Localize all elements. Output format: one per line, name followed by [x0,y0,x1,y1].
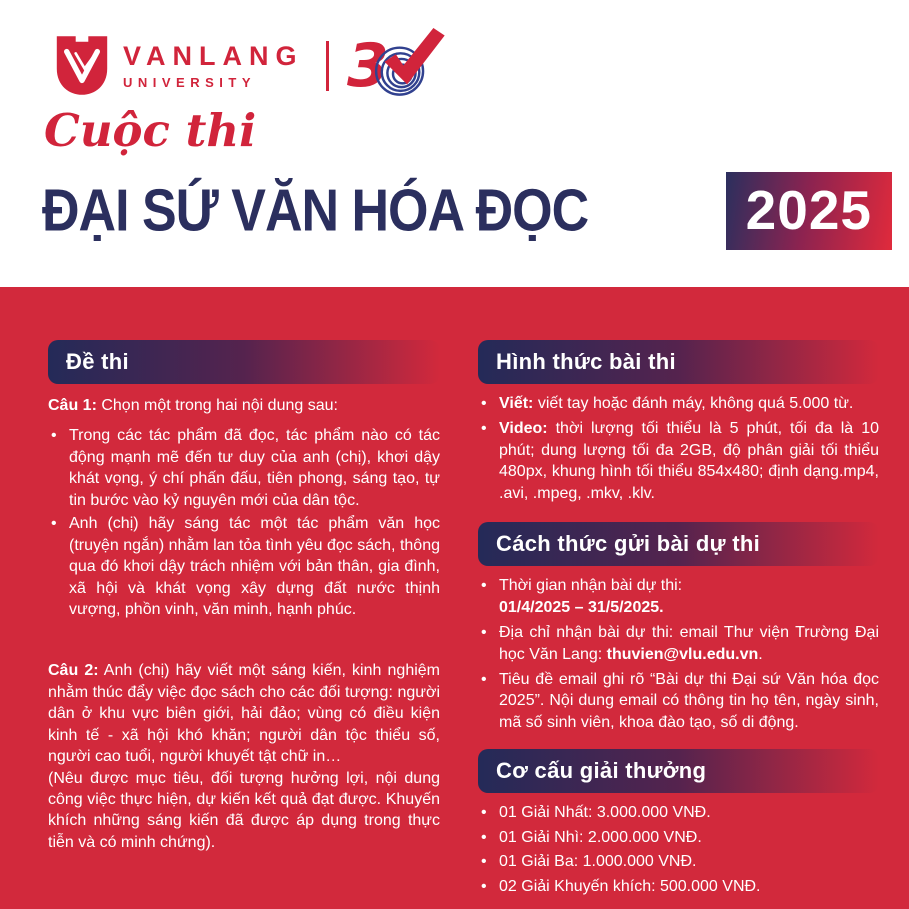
logo-divider [326,41,329,91]
list-item: • Tiêu đề email ghi rõ “Bài dự thi Đại sứ Văn hóa đọc 2025”. Nội dung email có thông tin họ tên, ngày sinh, mã số sinh viên, khoa đào tạo, số di động. [478,669,879,733]
logo-name: VANLANG [123,40,304,71]
question-1-text: Chọn một trong hai nội dung sau: [96,397,338,414]
exam-column [48,340,440,909]
submission-address-suffix: . [758,645,763,663]
question-1-label: Câu 1: [48,397,97,414]
vanlang-shield-icon [55,34,109,98]
question-2-note: (Nêu được mục tiêu, đối tượng hưởng lợi, nội dung công việc thực hiện, dự kiến kết quả đạt được. Khuyến khích những sáng kiến đã được áp dụng trong thực tiễn và có minh chứng). [48,769,440,851]
submission-email: thuvien@vlu.edu.vn [606,645,759,663]
list-item [478,622,879,665]
list-item [478,393,879,414]
section-heading-submission: Cách thức gửi bài dự thi [478,522,879,566]
question-1 [48,395,440,416]
question-1-options [48,425,440,620]
format-video-label: Video: [499,420,548,438]
list-item [478,418,879,504]
question-2-label: Câu 2: [48,662,99,680]
list-item: • 01 Giải Ba: 1.000.000 VNĐ. [478,851,879,872]
list-item: • 02 Giải Khuyến khích: 500.000 VNĐ. [478,876,879,897]
question-2-text: Anh (chị) hãy viết một sáng kiến, kinh nghiệm nhằm thúc đẩy việc đọc sách cho các đối tượng: người dân ở khu vực biên giới, hải đảo; vùng có điều kiện kinh tế - xã hội khó khăn; người dân tộc thiểu số, người cao tuổi, người khuyết tật chữ in… [48,662,441,766]
question-2 [48,660,440,853]
university-logo [55,26,455,106]
contest-label: Cuộc thi [44,104,257,157]
anniversary-30-icon [347,26,455,106]
list-item: • Anh (chị) hãy sáng tác một tác phẩm văn học (truyện ngắn) nhằm lan tỏa tình yêu đọc sách, thông qua đó khơi dậy trách nhiệm với bản thân, gia đình, xã hội và khát vọng xây dựng đất nước thịnh vượng, phồn vinh, văn minh, hạnh phúc. [48,513,440,620]
format-list [478,393,879,504]
format-viet-text: viết tay hoặc đánh máy, không quá 5.000 từ. [533,395,854,412]
list-item [478,575,879,618]
content-panel [0,287,909,909]
list-item: • 01 Giải Nhì: 2.000.000 VNĐ. [478,827,879,848]
submission-time-label: Thời gian nhận bài dự thi: [499,577,683,595]
section-heading-prizes: Cơ cấu giải thưởng [478,749,879,793]
section-heading-de-thi: Đề thi [48,340,440,384]
info-column [478,340,879,909]
submission-time-value: 01/4/2025 – 31/5/2025. [499,598,664,616]
format-viet-label: Viết: [499,395,534,412]
submission-list [478,575,879,733]
svg-text:3: 3 [346,31,389,102]
prize-list [478,802,879,897]
list-item: • Trong các tác phẩm đã đọc, tác phẩm nào có tác động mạnh mẽ đến tư duy của anh (chị), khơi dậy khát vọng, ý chí phấn đấu, tiên phong, sáng tạo, tự tin bước vào kỷ nguyên mới của dân tộc. [48,425,440,511]
format-video-text: thời lượng tối thiểu là 5 phút, tối đa là 10 phút; dung lượng tối đa 2GB, độ phân giải tối thiểu 480px, khung hình tối thiểu 854x480; định dạng.mp4, .avi, .mpeg, .mkv, .klv. [499,420,879,502]
logo-subtitle: UNIVERSITY [123,74,257,90]
poster-title: ĐẠI SỨ VĂN HÓA ĐỌC [42,177,589,245]
year-badge: 2025 [726,172,892,250]
logo-text [123,40,304,90]
submission-address-text: Địa chỉ nhận bài dự thi: email Thư viện Trường Đại học Văn Lang: [499,624,879,663]
list-item: • 01 Giải Nhất: 3.000.000 VNĐ. [478,802,879,823]
title-row [42,172,892,250]
section-heading-format: Hình thức bài thi [478,340,879,384]
